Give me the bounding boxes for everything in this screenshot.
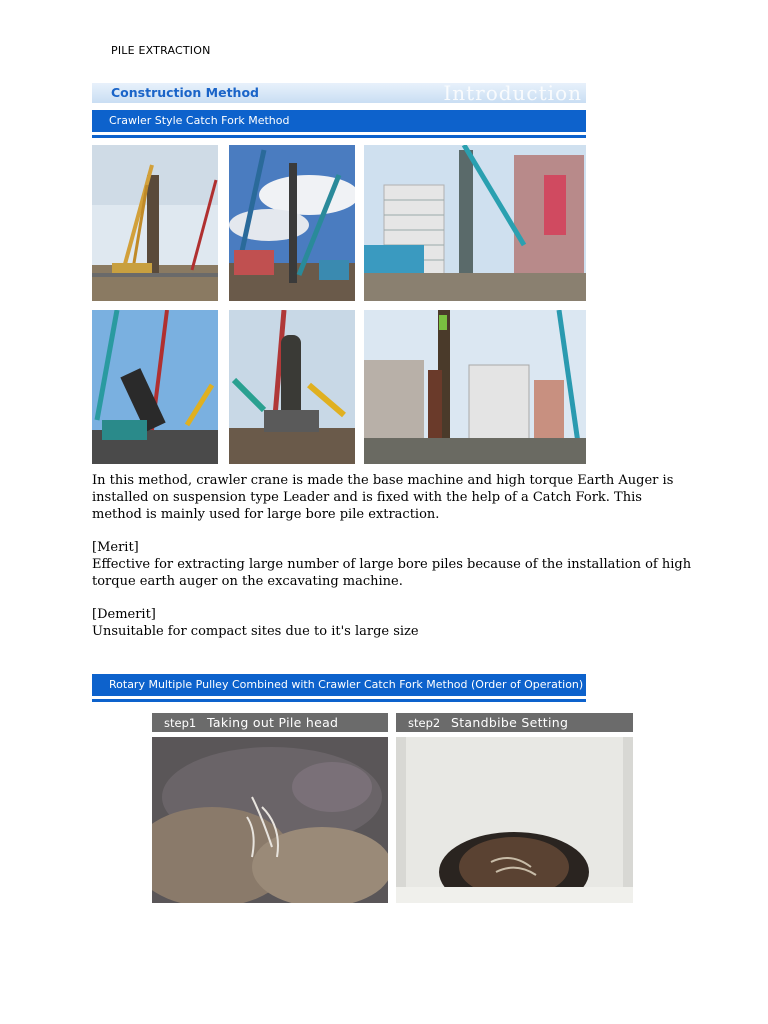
leader-crane-photo bbox=[229, 145, 355, 301]
section-title-crawler-style: Crawler Style Catch Fork Method bbox=[109, 114, 290, 127]
section-bar-crawler-style bbox=[92, 110, 586, 135]
introduction-label: Introduction bbox=[443, 81, 582, 105]
section-title-rotary-pulley: Rotary Multiple Pulley Combined with Crawler Catch Fork Method (Order of Operation) bbox=[109, 678, 584, 691]
step2-text: Standbibe Setting bbox=[451, 715, 569, 730]
intro-paragraph: In this method, crawler crane is made the base machine and high torque Earth Auger is installed on suspension type Leader and is fixed with the help of a Catch Fork. This method is mainly used for large bore pile extraction. bbox=[92, 473, 674, 522]
page-header: PILE EXTRACTION bbox=[111, 44, 211, 57]
merit-text: Effective for extracting large number of large bore piles because of the installation of high torque earth auger on the excavating machine. bbox=[92, 557, 692, 589]
merit-heading: [Merit] bbox=[92, 540, 139, 555]
demerit-text: Unsuitable for compact sites due to it's large size bbox=[92, 624, 419, 639]
construction-method-title: Construction Method bbox=[111, 85, 259, 100]
standpipe-setting-photo bbox=[396, 737, 633, 903]
section-bar-rotary-pulley bbox=[92, 674, 586, 699]
step1-label bbox=[152, 713, 388, 732]
pile-lifting-photo bbox=[92, 310, 218, 464]
crawler-crane-photo bbox=[92, 145, 218, 301]
demerit-heading: [Demerit] bbox=[92, 607, 156, 622]
step2-number: step2 bbox=[408, 716, 441, 730]
auger-rig-city-photo bbox=[364, 145, 586, 301]
city-leader-photo bbox=[364, 310, 586, 464]
construction-method-banner bbox=[92, 83, 586, 103]
step1-number: step1 bbox=[164, 716, 197, 730]
pile-head-removal-photo bbox=[152, 737, 388, 903]
catch-fork-pile-photo bbox=[229, 310, 355, 464]
step2-label bbox=[396, 713, 633, 732]
step1-text: Taking out Pile head bbox=[207, 715, 339, 730]
